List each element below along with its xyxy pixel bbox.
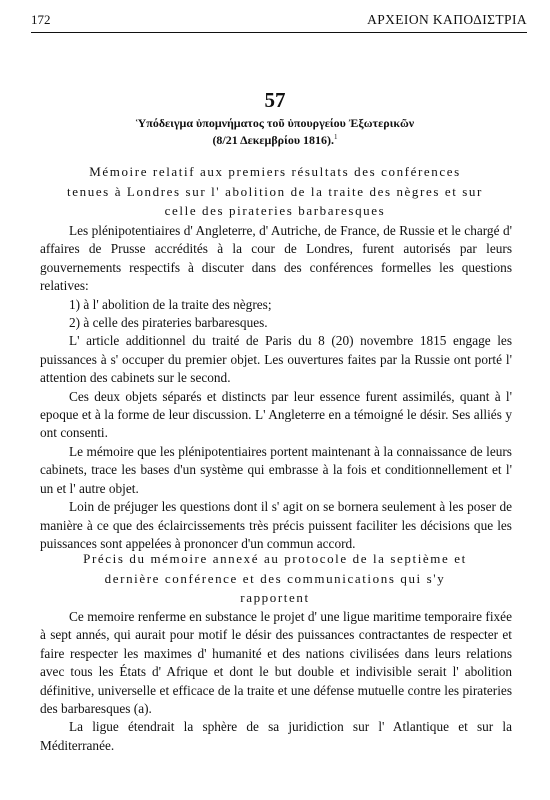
section-1-title-line: tenues à Londres sur l' abolition de la traite des nègres et sur	[67, 183, 483, 199]
section-1-body	[40, 222, 512, 553]
paragraph: L' article additionnel du traité de Paris du 8 (20) novembre 1815 engage les puissances à s' occuper du premier objet. Les ouvertures faites par la Russie ont porté l' attention des cabinets sur le second.	[40, 333, 512, 386]
running-title: ΑΡΧΕΙΟΝ ΚΑΠΟΔΙΣΤΡΙΑ	[367, 12, 527, 27]
section-1-title-line: Mémoire relatif aux premiers résultats des conférences	[89, 164, 461, 179]
document-date: (8/21 Δεκεμβρίου 1816).	[212, 133, 335, 147]
section-1-title-line: celle des pirateries barbaresques	[164, 203, 386, 218]
page-number: 172	[31, 12, 51, 27]
paragraph: Ce memoire renferme en substance le projet d' une ligue maritime temporaire fixée à sept annés, qui aurait pour motif le désir des puissances contractantes de respecter et faire respecter les maximes d' humanité et des nations civilisées dans leurs relations avec tous les États d' Afrique et dont le but double et indivisible serait l' abolition définitive, universelle et efficace de la traite et une défense mutuelle contre les pirateries des barbaresques (a).	[40, 609, 512, 717]
document-subtitle-line-1: Ὑπόδειγμα ὑπομνήματος τοῦ ὑπουργείου Ἐξωτερικῶν	[135, 116, 415, 130]
paragraph: Le mémoire que les plénipotentiaires portent maintenant à la connaissance de leurs cabinets, trace les bases d'un système qui embrasse à la fois et conditionnellement et l' un et l' autre objet.	[40, 443, 512, 496]
paragraph: Ces deux objets séparés et distincts par leur essence furent assimilés, quant à l' epoque et à la forme de leur discussion. L' Angleterre en a témoigné le désir. Ses alliés y ont consenti.	[40, 388, 512, 441]
list-item: 1) à l' abolition de la traite des nègres;	[69, 296, 272, 312]
section-2-title-line: dernière conférence et des communications qui s'y	[104, 570, 446, 586]
section-1-title	[40, 162, 510, 221]
section-2-body	[40, 608, 512, 755]
footnote-mark: 1	[334, 133, 338, 141]
list-item: 2) à celle des pirateries barbaresques.	[69, 315, 268, 331]
document-number: 57	[264, 88, 286, 112]
running-header	[31, 12, 527, 33]
section-2-title-line: Précis du mémoire annexé au protocole de la septième et	[83, 551, 467, 566]
section-2-title	[40, 549, 510, 608]
paragraph: La ligue étendrait la sphère de sa juridiction sur l' Atlantique et sur la Méditerranée.	[40, 719, 512, 753]
section-2-title-line: rapportent	[240, 590, 310, 605]
paragraph: Les plénipotentiaires d' Angleterre, d' Autriche, de France, de Russie et le chargé d' affaires de Prusse accrédités à la cour de Londres, furent autorisés par leurs gouvernements respectifs à discuter dans des conférences formelles les questions relatives:	[40, 223, 512, 294]
paragraph: Loin de préjuger les questions dont il s' agit on se bornera seulement à les poser de manière à ce que des éclaircissements très précis puissent faciliter les décisions que les puissances sont appelées à prononcer d'un commun accord.	[40, 499, 512, 551]
document-subtitle-line-2	[0, 133, 550, 148]
